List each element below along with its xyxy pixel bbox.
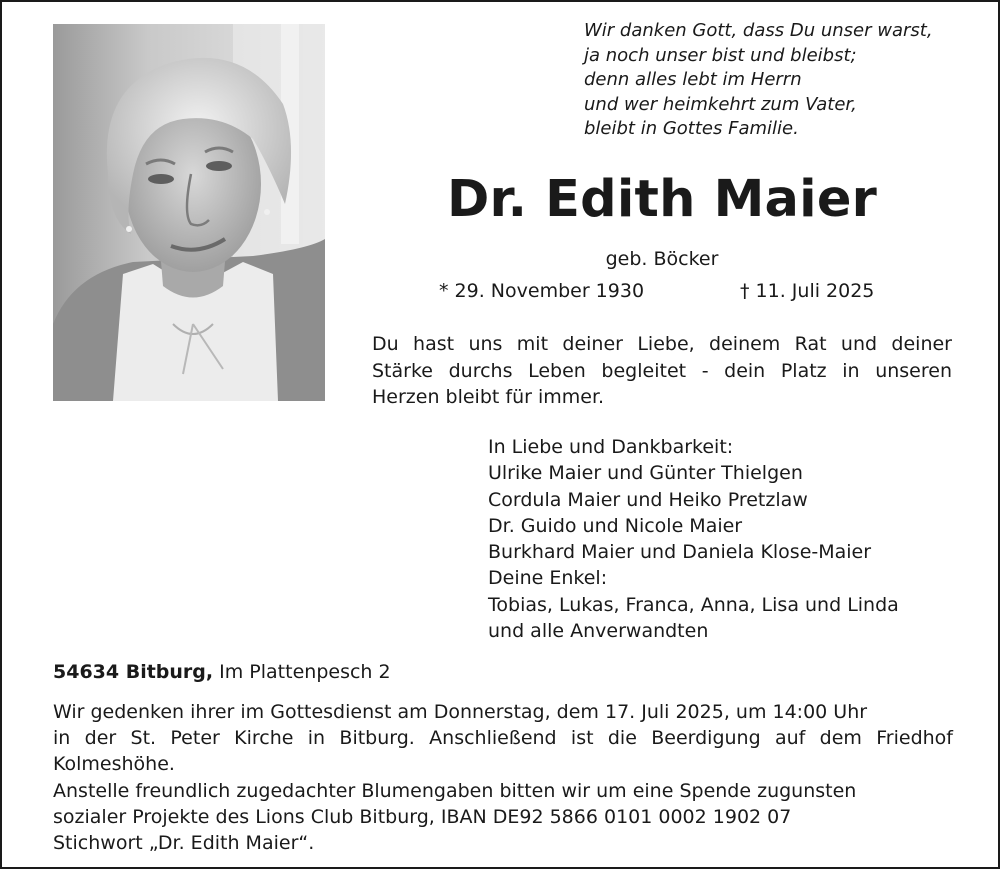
address-city: 54634 Bitburg,: [53, 661, 214, 683]
tribute-text: [372, 331, 952, 411]
mourner-line: Burkhard Maier und Daniela Klose-Maier: [488, 541, 872, 564]
poem-line: und wer heimkehrt zum Vater,: [584, 93, 857, 115]
portrait-photo: [53, 24, 325, 401]
service-line: Anstelle freundlich zugedachter Blumengaben bitten wir um eine Spende zugunsten: [53, 779, 857, 802]
service-line: in der St. Peter Kirche in Bitburg. Anschließend ist die Beerdigung auf dem Friedhof: [53, 727, 953, 750]
death-date: † 11. Juli 2025: [740, 280, 875, 302]
tribute-line: Herzen bleibt für immer.: [372, 386, 605, 408]
poem-line: Wir danken Gott, dass Du unser warst,: [584, 20, 933, 41]
poem-line: bleibt in Gottes Familie.: [584, 118, 799, 139]
poem: [584, 19, 984, 142]
mourner-line: Tobias, Lukas, Franca, Anna, Lisa und Linda: [488, 593, 899, 616]
mourner-line: Dr. Guido und Nicole Maier: [488, 514, 743, 537]
service-info: [53, 699, 953, 856]
mourners-list: [488, 434, 968, 644]
address-street: Im Plattenpesch 2: [219, 661, 391, 683]
service-line: Stichwort „Dr. Edith Maier“.: [53, 832, 315, 855]
mourner-line: und alle Anverwandten: [488, 620, 709, 643]
maiden-name: geb. Böcker: [605, 248, 719, 270]
deceased-name: Dr. Edith Maier: [446, 170, 877, 229]
service-line: sozialer Projekte des Lions Club Bitburg, IBAN DE92 5866 0101 0002 1902 07: [53, 805, 792, 828]
service-line: Kolmeshöhe.: [53, 753, 175, 776]
birth-date: * 29. November 1930: [439, 280, 645, 302]
tribute-line: Stärke durchs Leben begleitet - dein Platz in unseren: [372, 359, 952, 382]
mourner-line: Deine Enkel:: [488, 567, 608, 590]
family-address: [53, 659, 391, 685]
poem-line: denn alles lebt im Herrn: [584, 69, 802, 90]
tribute-line: Du hast uns mit deiner Liebe, deinem Rat und deiner: [372, 333, 952, 355]
mourner-line: Ulrike Maier und Günter Thielgen: [488, 462, 803, 485]
mourner-line: Cordula Maier und Heiko Pretzlaw: [488, 488, 808, 511]
service-line: Wir gedenken ihrer im Gottesdienst am Donnerstag, dem 17. Juli 2025, um 14:00 Uhr: [53, 701, 868, 723]
mourner-line: In Liebe und Dankbarkeit:: [488, 436, 734, 458]
poem-line: ja noch unser bist und bleibst;: [584, 44, 857, 66]
